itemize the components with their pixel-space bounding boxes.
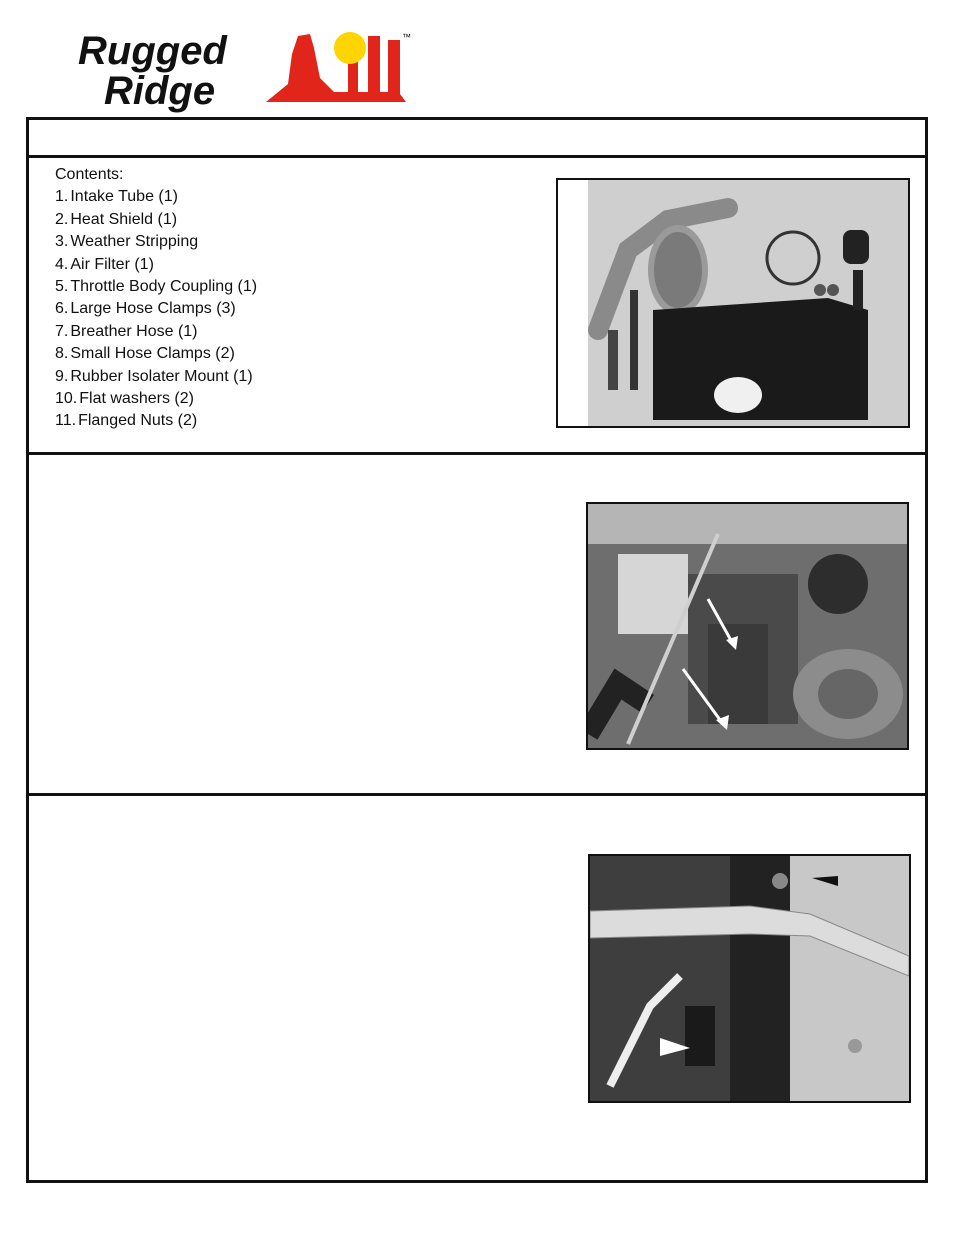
contents-item-text: Breather Hose (1): [70, 322, 198, 340]
logo-word-ridge: Ridge: [104, 69, 216, 113]
engine-bay-airbox-photo: [586, 502, 909, 750]
contents-item: [55, 321, 257, 343]
instruction-frame: [26, 117, 928, 1183]
contents-item-number: 3.: [55, 233, 69, 251]
contents-item: [55, 410, 257, 432]
contents-item: [55, 298, 257, 320]
contents-item-text: Throttle Body Coupling (1): [70, 278, 258, 296]
fender-bracket-photo: [588, 854, 911, 1103]
contents-item-number: 4.: [55, 255, 69, 273]
contents-item-text: Flanged Nuts (2): [78, 412, 198, 430]
contents-item-number: 9.: [55, 367, 69, 385]
rugged-ridge-logo: [76, 26, 416, 116]
contents-item-text: Large Hose Clamps (3): [70, 300, 236, 318]
parts-kit-photo: [556, 178, 910, 428]
trademark-symbol: ™: [402, 32, 411, 42]
divider-section-2: [29, 793, 925, 796]
contents-item-number: 6.: [55, 300, 69, 318]
sun-icon: [334, 32, 366, 64]
contents-item: [55, 388, 257, 410]
contents-item-text: Small Hose Clamps (2): [70, 345, 235, 363]
contents-list: [55, 164, 257, 433]
divider-title: [29, 155, 925, 158]
contents-item-number: 1.: [55, 188, 69, 206]
contents-item-number: 7.: [55, 322, 69, 340]
contents-item-text: Air Filter (1): [70, 255, 154, 273]
contents-item-text: Intake Tube (1): [70, 188, 178, 206]
contents-item-number: 8.: [55, 345, 69, 363]
contents-item: [55, 343, 257, 365]
contents-item: [55, 231, 257, 253]
logo-word-rugged: Rugged: [78, 29, 227, 73]
contents-item: [55, 254, 257, 276]
contents-item-number: 5.: [55, 278, 69, 296]
contents-item-text: Heat Shield (1): [70, 210, 178, 228]
contents-item-number: 2.: [55, 210, 69, 228]
contents-item-number: 10.: [55, 390, 78, 408]
contents-item: [55, 276, 257, 298]
contents-item-text: Rubber Isolater Mount (1): [70, 367, 253, 385]
contents-item: [55, 186, 257, 208]
contents-item-number: 11.: [55, 412, 77, 430]
contents-heading: Contents:: [55, 166, 124, 183]
divider-section-1: [29, 452, 925, 455]
contents-item-text: Flat washers (2): [79, 390, 194, 408]
contents-item: [55, 209, 257, 231]
contents-item: [55, 366, 257, 388]
contents-item-text: Weather Stripping: [70, 233, 199, 251]
contents-items: [55, 186, 257, 432]
